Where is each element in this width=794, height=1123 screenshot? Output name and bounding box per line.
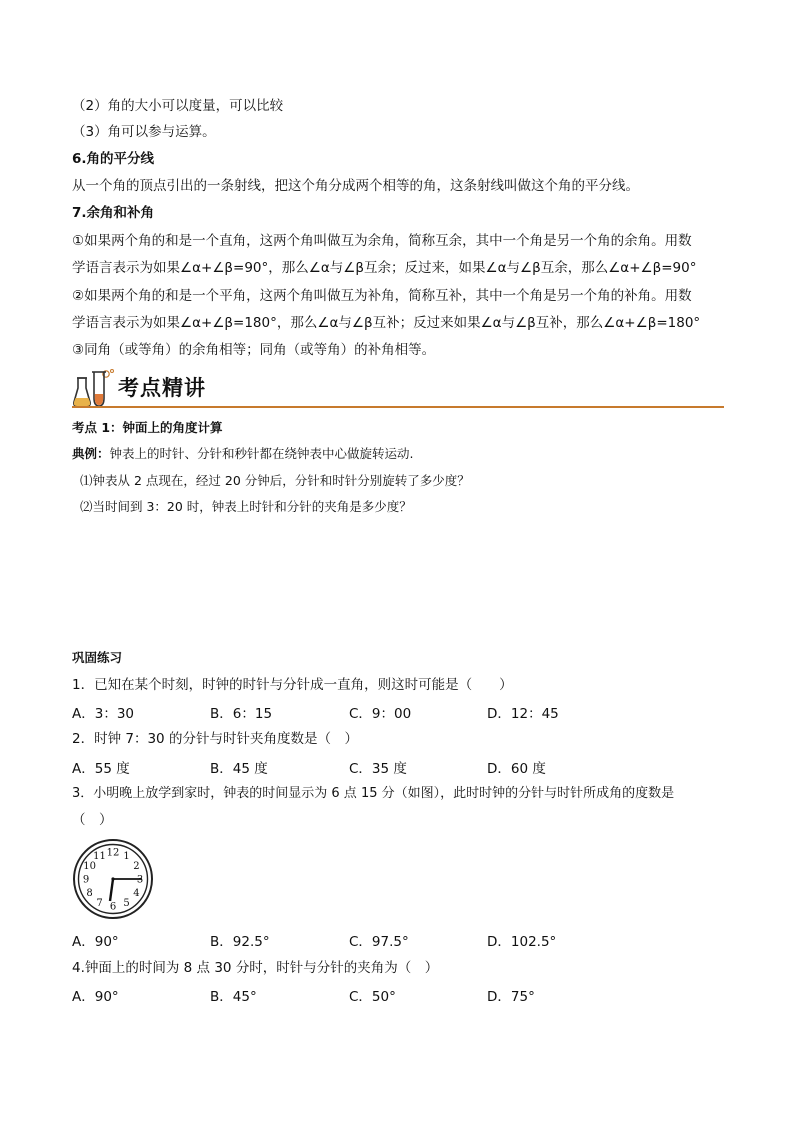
practice-q2-stem: 2．时钟 7：30 的分针与时针夹角度数是（ ） — [72, 731, 358, 747]
para-supplementary-2: 学语言表示为如果∠α+∠β=180°，那么∠α与∠β互补；反过来如果∠α与∠β互补，那么∠α+∠β=180° — [72, 315, 701, 331]
para-same-angle: ③同角（或等角）的余角相等；同角（或等角）的补角相等。 — [72, 342, 436, 358]
example-text: 钟表上的时针、分针和秒针都在绕钟表中心做旋转运动. — [109, 446, 414, 461]
example-question-2: ⑵当时间到 3：20 时，钟表上时针和分针的夹角是多少度？ — [80, 499, 412, 514]
practice-q1-stem: 1．已知在某个时刻，时钟的时针与分针成一直角，则这时可能是（ ） — [72, 677, 513, 693]
practice-q4-options — [72, 985, 732, 1005]
practice-q3-stem: 3．小明晚上放学到家时，钟表的时间显示为 6 点 15 分（如图），此时时钟的分针与时针所成角的度数是 — [72, 786, 675, 801]
practice-q1-options — [72, 702, 732, 722]
section-divider — [72, 406, 724, 408]
note-item-3: （3）角可以参与运算。 — [72, 124, 216, 140]
example-label: 典例： — [72, 446, 110, 461]
hour-hand — [110, 879, 113, 901]
q3-option-a[interactable]: A．90° — [72, 934, 119, 950]
clock-number-12: 12 — [106, 847, 120, 859]
clock-number-11: 11 — [93, 851, 106, 863]
practice-q2-options — [72, 757, 732, 777]
q4-option-c[interactable]: C．50° — [349, 989, 396, 1005]
para-supplementary-1: ②如果两个角的和是一个平角，这两个角叫做互为补角，简称互补，其中一个角是另一个角的补角。用数 — [72, 288, 692, 304]
clock-number-7: 7 — [96, 897, 103, 909]
clock-center — [111, 877, 114, 880]
practice-q3-stem-2: （ ） — [72, 812, 113, 828]
para-angle-bisector: 从一个角的顶点引出的一条射线，把这个角分成两个相等的角，这条射线叫做这个角的平分线。 — [72, 178, 639, 194]
clock-number-3: 3 — [136, 874, 144, 886]
flask-icon — [72, 368, 118, 410]
q1-option-b[interactable]: B．6：15 — [210, 706, 273, 722]
para-complementary-2: 学语言表示为如果∠α+∠β=90°，那么∠α与∠β互余；反过来，如果∠α与∠β互余，那么∠α+∠β=90° — [72, 260, 697, 276]
clock-figure — [72, 838, 154, 920]
clock-number-2: 2 — [133, 861, 140, 872]
q1-option-c[interactable]: C．9：00 — [349, 706, 412, 722]
practice-q4-stem: 4.钟面上的时间为 8 点 30 分时，时针与分针的夹角为（ ） — [72, 960, 439, 976]
practice-q3-options — [72, 930, 732, 950]
clock-number-1: 1 — [123, 851, 130, 863]
note-item-2: （2）角的大小可以度量，可以比较 — [72, 98, 284, 114]
kaodian-title: 考点 1：钟面上的角度计算 — [72, 420, 223, 435]
clock-number-9: 9 — [82, 874, 90, 886]
heading-angle-bisector: 6.角的平分线 — [72, 151, 155, 167]
q2-option-d[interactable]: D．60 度 — [487, 761, 546, 777]
q3-option-d[interactable]: D．102.5° — [487, 934, 557, 950]
q4-option-d[interactable]: D．75° — [487, 989, 535, 1005]
q1-option-d[interactable]: D．12：45 — [487, 706, 559, 722]
para-complementary-1: ①如果两个角的和是一个直角，这两个角叫做互为余角，简称互余，其中一个角是另一个角的余角。用数 — [72, 233, 692, 249]
practice-title: 巩固练习 — [72, 650, 123, 665]
clock-number-5: 5 — [123, 897, 130, 909]
q3-option-b[interactable]: B．92.5° — [210, 934, 270, 950]
q4-option-b[interactable]: B．45° — [210, 989, 257, 1005]
example-question-1: ⑴钟表从 2 点现在，经过 20 分钟后，分针和时针分别旋转了多少度？ — [80, 473, 470, 488]
q2-option-c[interactable]: C．35 度 — [349, 761, 407, 777]
section-title: 考点精讲 — [118, 376, 206, 400]
clock-number-8: 8 — [86, 888, 93, 899]
heading-complementary-supplementary: 7.余角和补角 — [72, 205, 155, 221]
clock-number-10: 10 — [83, 861, 96, 872]
q3-option-c[interactable]: C．97.5° — [349, 934, 409, 950]
q2-option-b[interactable]: B．45 度 — [210, 761, 268, 777]
clock-number-4: 4 — [133, 888, 140, 899]
example-line — [72, 444, 414, 464]
q2-option-a[interactable]: A．55 度 — [72, 761, 130, 777]
clock-number-6: 6 — [109, 901, 117, 913]
q4-option-a[interactable]: A．90° — [72, 989, 119, 1005]
q1-option-a[interactable]: A．3：30 — [72, 706, 135, 722]
